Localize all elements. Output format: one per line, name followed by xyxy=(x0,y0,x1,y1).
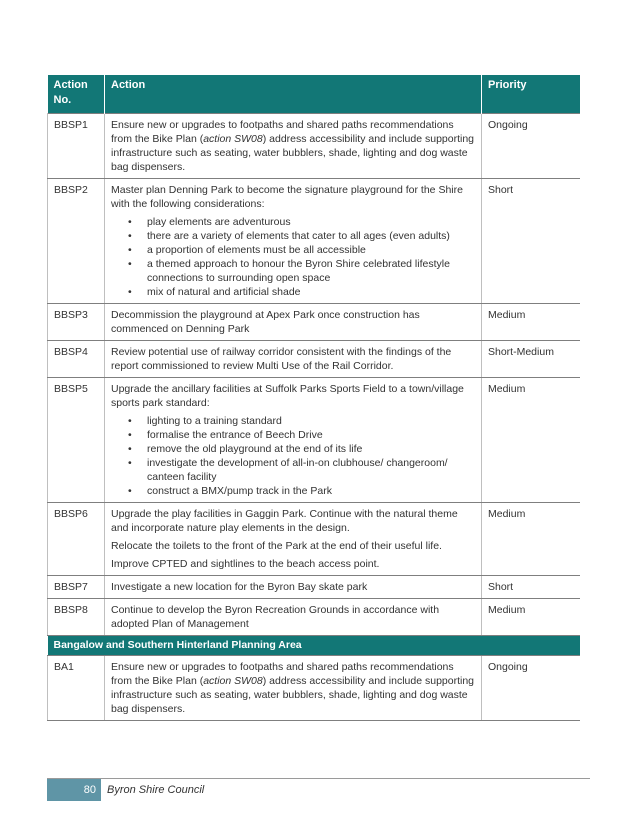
table-row xyxy=(48,503,580,576)
action-intro: Upgrade the ancillary facilities at Suffolk Parks Sports Field to a town/village sports park standard: xyxy=(111,383,464,409)
action-text: Decommission the playground at Apex Park once construction has commenced on Denning Park xyxy=(105,304,482,341)
list-item: • a themed approach to honour the Byron Shire celebrated lifestyle connections to surrounding open space xyxy=(147,257,475,285)
action-id: BBSP2 xyxy=(48,179,105,304)
list-item: • a proportion of elements must be all accessible xyxy=(147,243,475,257)
action-plan-table xyxy=(47,75,580,721)
table-row xyxy=(48,576,580,599)
action-text: Ensure new or upgrades to footpaths and shared paths recommendations from the Bike Plan (action SW08) address accessibility and include supporting infrastructure such as seating, water bubblers, shade, lighting and dog waste bag dispensers. xyxy=(105,656,482,721)
action-id: BBSP5 xyxy=(48,378,105,503)
bullet-list xyxy=(111,215,475,299)
list-item: • lighting to a training standard xyxy=(147,414,475,428)
section-header-row xyxy=(48,636,580,656)
table-header-row xyxy=(48,75,580,114)
action-text: Investigate a new location for the Byron Bay skate park xyxy=(105,576,482,599)
list-item: • there are a variety of elements that cater to all ages (even adults) xyxy=(147,229,475,243)
page-number: 80 xyxy=(47,779,101,801)
table-row xyxy=(48,656,580,721)
header-action: Action xyxy=(105,75,482,114)
action-text xyxy=(105,179,482,304)
list-item: • remove the old playground at the end of its life xyxy=(147,442,475,456)
list-item: • mix of natural and artificial shade xyxy=(147,285,475,299)
list-item: • investigate the development of all-in-on clubhouse/ changeroom/ canteen facility xyxy=(147,456,475,484)
header-action-no: Action No. xyxy=(48,75,105,114)
table-row xyxy=(48,599,580,636)
action-paragraph: Upgrade the play facilities in Gaggin Park. Continue with the natural theme and incorporate nature play elements in the design. xyxy=(111,508,458,534)
action-priority: Medium xyxy=(482,599,580,636)
action-priority: Medium xyxy=(482,378,580,503)
action-id: BBSP4 xyxy=(48,341,105,378)
action-priority: Medium xyxy=(482,304,580,341)
action-priority: Ongoing xyxy=(482,114,580,179)
action-priority: Short-Medium xyxy=(482,341,580,378)
action-text xyxy=(105,378,482,503)
action-text xyxy=(105,503,482,576)
table-row xyxy=(48,341,580,378)
table-row xyxy=(48,378,580,503)
table-row xyxy=(48,114,580,179)
action-id: BBSP1 xyxy=(48,114,105,179)
list-item: • play elements are adventurous xyxy=(147,215,475,229)
section-heading: Bangalow and Southern Hinterland Planning Area xyxy=(48,636,580,656)
action-paragraph: Improve CPTED and sightlines to the beach access point. xyxy=(111,558,380,570)
action-priority: Medium xyxy=(482,503,580,576)
action-id: BA1 xyxy=(48,656,105,721)
action-id: BBSP3 xyxy=(48,304,105,341)
action-intro: Master plan Denning Park to become the signature playground for the Shire with the following considerations: xyxy=(111,184,463,210)
action-text: Ensure new or upgrades to footpaths and shared paths recommendations from the Bike Plan (action SW08) address accessibility and include supporting infrastructure such as seating, water bubblers, shade, lighting and dog waste bag dispensers. xyxy=(105,114,482,179)
action-id: BBSP7 xyxy=(48,576,105,599)
table-row xyxy=(48,179,580,304)
action-paragraph: Relocate the toilets to the front of the Park at the end of their useful life. xyxy=(111,540,442,552)
footer-organisation: Byron Shire Council xyxy=(107,784,205,796)
action-id: BBSP6 xyxy=(48,503,105,576)
action-id: BBSP8 xyxy=(48,599,105,636)
action-priority: Ongoing xyxy=(482,656,580,721)
action-text: Review potential use of railway corridor consistent with the findings of the report commissioned to review Multi Use of the Rail Corridor. xyxy=(105,341,482,378)
list-item: • formalise the entrance of Beech Drive xyxy=(147,428,475,442)
action-text: Continue to develop the Byron Recreation Grounds in accordance with adopted Plan of Management xyxy=(105,599,482,636)
header-priority: Priority xyxy=(482,75,580,114)
action-priority: Short xyxy=(482,576,580,599)
list-item: • construct a BMX/pump track in the Park xyxy=(147,484,475,498)
bullet-list xyxy=(111,414,475,498)
action-priority: Short xyxy=(482,179,580,304)
table-row xyxy=(48,304,580,341)
